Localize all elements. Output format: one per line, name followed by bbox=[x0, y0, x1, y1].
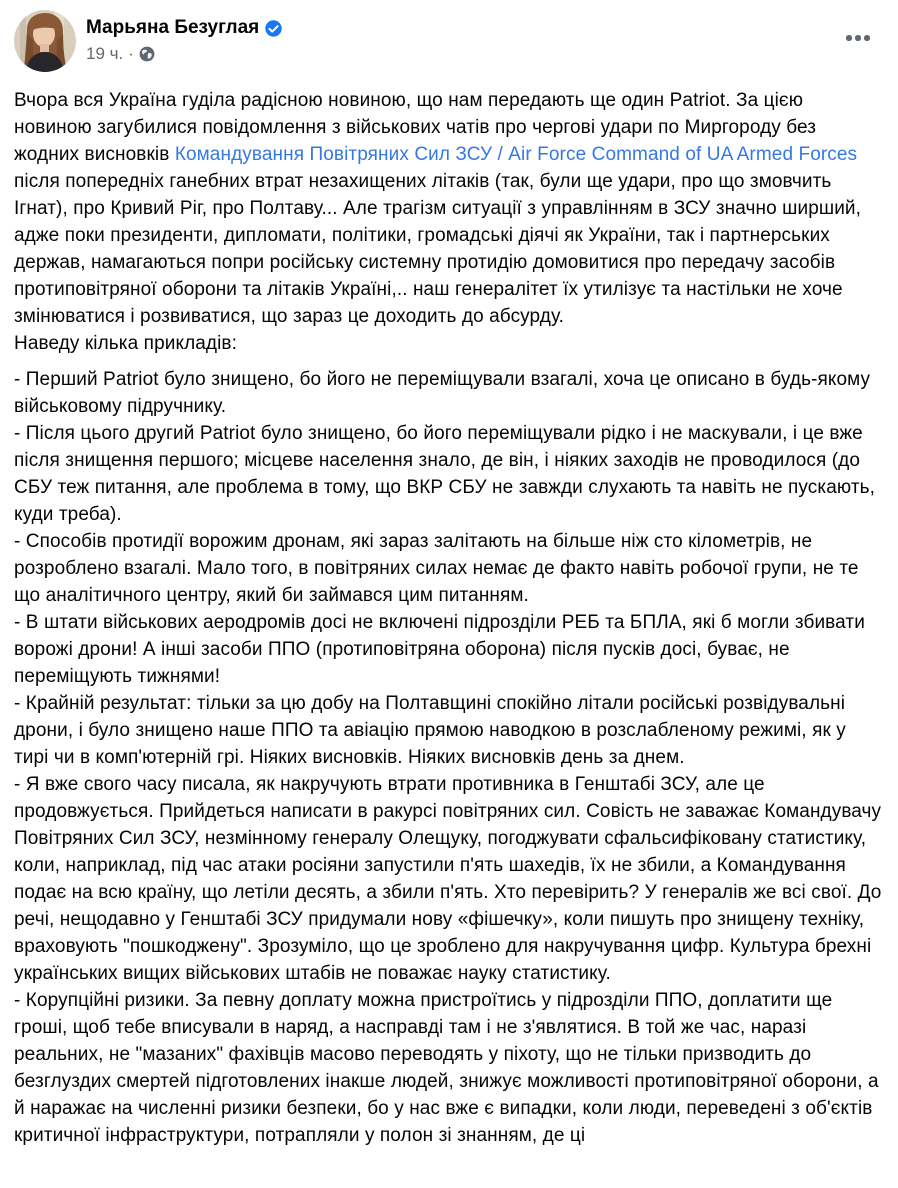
post-text-segment: - В штати військових аеродромів досі не включені підрозділи РЕБ та БПЛА, які б могли збивати ворожі дрони! А інші засоби ППО (протиповітряна оборона) після пусків досі, буває, не переміщують тижнями! bbox=[14, 612, 871, 687]
post-meta bbox=[86, 44, 282, 64]
timestamp-link[interactable]: 19 ч. bbox=[86, 44, 124, 63]
post-paragraph bbox=[14, 771, 887, 987]
name-row bbox=[86, 16, 282, 40]
more-options-button[interactable] bbox=[840, 24, 876, 52]
post-paragraph bbox=[14, 87, 884, 330]
post-paragraph bbox=[14, 987, 884, 1149]
post-paragraph bbox=[14, 420, 884, 528]
avatar-portrait bbox=[14, 10, 76, 72]
post-text-segment: Наведу кілька прикладів: bbox=[14, 333, 238, 354]
post-paragraph bbox=[14, 366, 884, 420]
avatar[interactable] bbox=[14, 10, 76, 72]
post-text-segment: - Корупційні ризики. За певну доплату можна пристроїтись у підрозділи ППО, доплатити ще гроші, щоб тебе вписували в наряд, а насправді там і не з'являтися. В той же час, наразі реальних, не "мазаних" фахівців масово переводять у піхоту, що не тільки призводить до безглуздих смертей підготовлених інакше людей, знижує можливості протиповітряної оборони, а й наражає на численні ризики безпеки, бо у нас вже є випадки, коли люди, переведені з об'єктів критичної інфраструктури, потрапляли у полон зі знанням, де ці bbox=[14, 990, 885, 1146]
post-text-segment: - Я вже свого часу писала, як накручують втрати противника в Генштабі ЗСУ, але це продовжується. Прийдеться написати в ракурсі повітряних сил. Совість не заважає Командувачу Повітряних Сил ЗСУ, незмінному генералу Олещуку, погоджувати сфальсифіковану статистику, коли, наприклад, під час атаки росіяни запустили п'ять шахедів, їх не збили, а Командування подає на всю країну, що летіли десять, а збили п'ять. Хто перевірить? У генералів же всі свої. До речі, нещодавно у Генштабі ЗСУ придумали нову «фішечку», коли пишуть про знищену техніку, враховують "пошкоджену". Зрозуміло, що це зроблено для накручування цифр. Культура брехні українських вищих військових штабів не поважає науку статистику. bbox=[14, 774, 887, 984]
post-text-segment: Вчора вся Україна гуділа радісною новиною, що нам передають ще один Patriot. За цією новиною загубилися повідомлення з військових чатів про чергові удари по Миргороду без жодних висновків bbox=[14, 90, 822, 165]
post-text-segment: - Крайній результат: тільки за цю добу на Полтавщині спокійно літали російські розвідувальні дрони, і було знищено наше ППО та авіацію прямою наводкою в розслабленому режимі, як у тирі чи в комп'ютерній грі. Ніяких висновків. Ніяких висновків день за днем. bbox=[14, 693, 852, 768]
author-name-link[interactable]: Марьяна Безуглая bbox=[86, 17, 260, 38]
post-paragraph bbox=[14, 330, 884, 357]
globe-public-icon bbox=[139, 46, 155, 62]
post-paragraph bbox=[14, 690, 884, 771]
post-paragraph bbox=[14, 609, 884, 690]
verified-badge-icon bbox=[265, 20, 282, 37]
post-text-segment: після попередніх ганебних втрат незахищених літаків (так, були ще удари, про що змовчить Ігнат), про Кривий Ріг, про Полтаву... Але трагізм ситуації з управлінням в ЗСУ значно ширший, адже поки президенти, дипломати, політики, громадські діячі як України, так і партнерських держав, намагаються попри російську системну протидію домовитися про передачу засобів протиповітряної оборони та літаків Україні,.. наш генералітет їх утилізує та настільки не хоче змінюватися і розвиватися, що зараз це доходить до абсурду. bbox=[14, 144, 867, 327]
meta-separator: · bbox=[128, 44, 134, 63]
post-header bbox=[0, 0, 898, 72]
header-text bbox=[86, 10, 282, 64]
page-mention-link[interactable]: Командування Повітряних Сил ЗСУ / Air Force Command of UA Armed Forces bbox=[174, 144, 858, 165]
post-text-segment: - Способів протидії ворожим дронам, які зараз залітають на більше ніж сто кілометрів, не розроблено взагалі. Мало того, в повітряних силах немає де факто навіть робочої групи, не те що аналітичного центру, який би займався цим питанням. bbox=[14, 531, 864, 606]
post-text-segment: - Перший Patriot було знищено, бо його не переміщували взагалі, хоча це описано в будь-якому військовому підручнику. bbox=[14, 369, 876, 417]
post-body bbox=[0, 72, 898, 1149]
three-dots-icon bbox=[846, 35, 852, 41]
post-paragraph bbox=[14, 528, 884, 609]
post-text-segment: - Після цього другий Patriot було знищено, бо його переміщували рідко і не маскували, і це вже після знищення першого; місцеве населення знало, де він, і ніяких заходів не проводилося (до СБУ теж питання, але проблема в тому, що ВКР СБУ не завжди слухають та навіть не пускають, куди треба). bbox=[14, 423, 881, 525]
